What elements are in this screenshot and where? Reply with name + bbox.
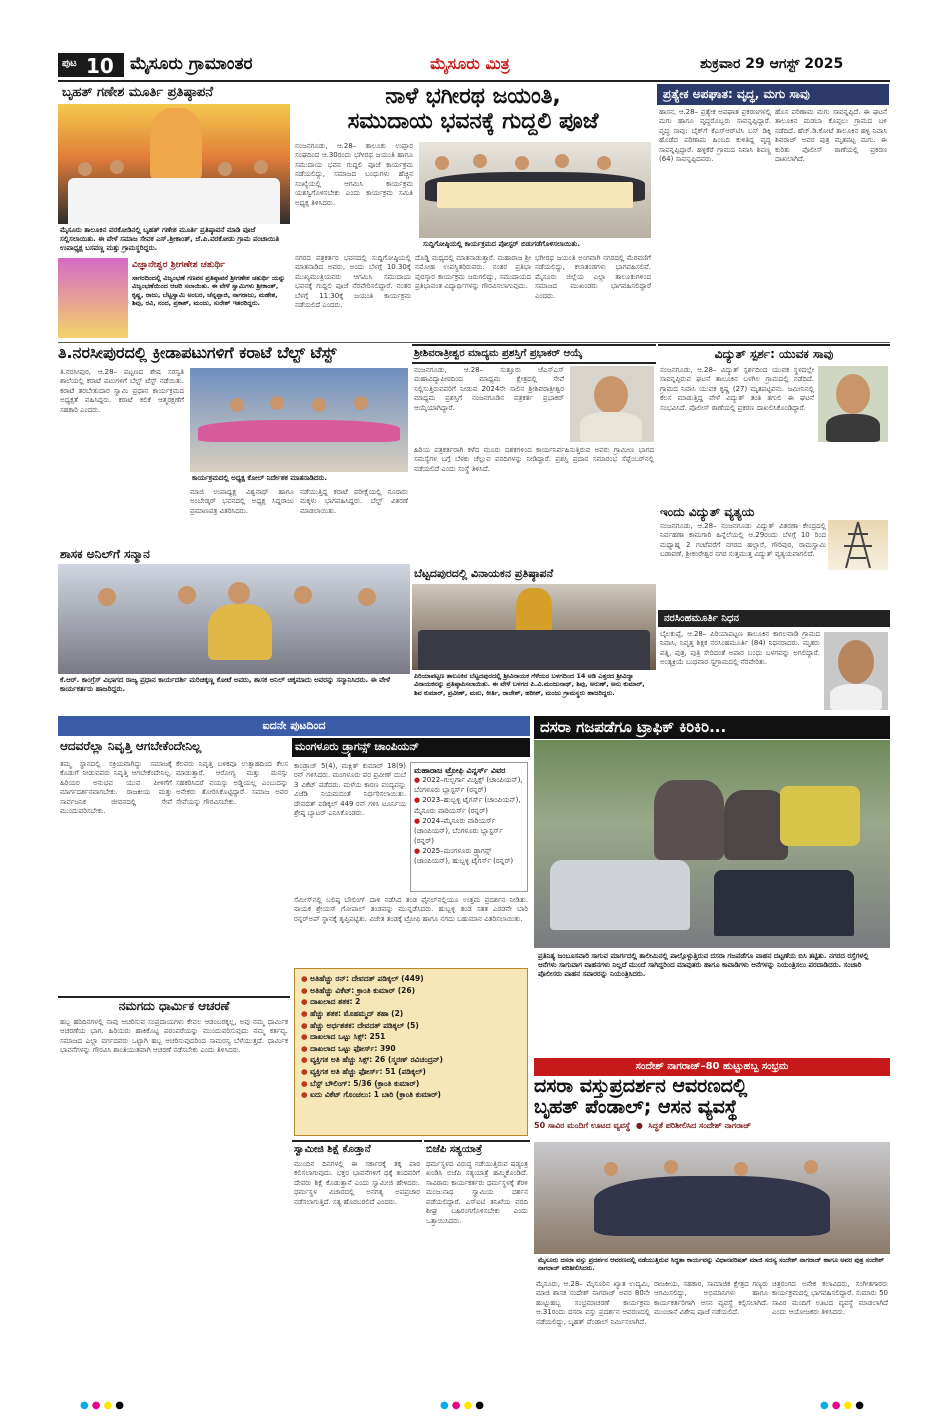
stat-item: ● ವ್ಯಕ್ತಿಗತ ಅತಿ ಹೆಚ್ಚು ಸಿಕ್ಸ್: 26 (ಸ್ಮರಣ್ ರವಿಚಂದ್ರನ್) <box>301 1054 521 1066</box>
winner-item: ● 2024–ಮೈಸೂರು ವಾರಿಯರ್ಸ್ (ಚಾಂಪಿಯನ್), ಬೆಂಗಳೂರು ಬ್ಲಾಸ್ಟರ್ಸ್ (ರನ್ನರ್) <box>414 816 524 846</box>
elephant-traffic-photo <box>534 740 890 948</box>
masthead-rule <box>58 80 890 82</box>
accident-label: ಪ್ರತ್ಯೇಕ ಅಪಘಾತ: ವೃದ್ಧ, ಮಗು ಸಾವು <box>657 84 889 105</box>
karate-story <box>58 344 410 544</box>
stat-item: ● ಐದು ವಿಕೆಟ್ ಗೊಂಚಲು: 1 ಬಾರಿ (ಕ್ರಾಂತಿ ಕುಮಾರ್) <box>301 1089 521 1101</box>
dasara-traffic-story <box>534 716 890 1056</box>
stat-item: ● ಹೆಚ್ಚು ಅರ್ಧಶತಕ: ದೇವದತ್ ಪಡಿಕ್ಕಲ್ (5) <box>301 1020 521 1032</box>
bhagiratha-headline-1: ನಾಳೆ ಭಗೀರಥ ಜಯಂತಿ, <box>385 84 561 109</box>
winner-item: ● 2025–ಮಂಗಳೂರು ಡ್ರ್ಯಾಗನ್ಸ್ (ಚಾಂಪಿಯನ್), ಹುಬ್ಬಳ್ಳಿ ಟೈಗರ್ಸ್ (ರನ್ನರ್) <box>414 846 524 866</box>
electrocution-portrait <box>818 366 888 442</box>
swamiji-text: ಮುಂದಿನ ದಿನಗಳಲ್ಲಿ ಈ ಸರ್ಕಾರಕ್ಕೆ ತಕ್ಕ ಪಾಠ ಕಲಿಸಲಾಗುವುದು. ಭಕ್ತರ ಭಾವನೆಗಳಿಗೆ ಧಕ್ಕೆ ತಂದವರಿಗೆ ದೇವರು ಶಿಕ್ಷೆ ಕೊಡುತ್ತಾನೆ ಎಂದು ಸ್ವಾಮೀಜಿ ಹೇಳಿದರು. ಧರ್ಮಸ್ಥಳ ವಿಚಾರದಲ್ಲಿ ಅನಗತ್ಯ ಅಪಪ್ರಚಾರ ನಡೆಸಲಾಗುತ್ತಿದೆ. ಸತ್ಯ ಹೊರಬರಲಿದೆ ಎಂದರು. <box>294 1160 420 1206</box>
obituary-story <box>658 610 890 714</box>
newspaper-brand: ಮೈಸೂರು ಮಿತ್ರ <box>430 54 510 73</box>
karate-headline: ತಿ.ನರಸೀಪುರದಲ್ಲಿ ಕ್ರೀಡಾಪಟುಗಳಿಗೆ ಕರಾಟೆ ಬೆಲ್ಟ್ ಟೆಸ್ಟ್ <box>58 344 337 362</box>
winners-title: ಮಹಾರಾಜ ಟ್ರೋಫಿ ವಿನ್ನರ್ಸ್ ವಿವರ <box>414 766 506 775</box>
religious-text: ಹಬ್ಬ ಹರಿದಿನಗಳಲ್ಲಿ ನಾವು ಆಚರಿಸುವ ಸಂಪ್ರದಾಯಗಳು ಕೇವಲ ಆಡಂಬರಕ್ಕಲ್ಲ, ಅವು ನಮ್ಮ ಧಾರ್ಮಿಕ ಆಚರಣೆಯ ಭಾಗ. ಹಿರಿಯರು ಹಾಕಿಕೊಟ್ಟ ಪರಂಪರೆಯನ್ನು ಮುಂದುವರಿಸುವುದು ನಮ್ಮ ಕರ್ತವ್ಯ. ಸಮಾಜದ ಎಲ್ಲಾ ವರ್ಗದವರು ಒಟ್ಟಾಗಿ ಹಬ್ಬ ಆಚರಿಸುವುದರಿಂದ ಸಾಮರಸ್ಯ ಬೆಳೆಯುತ್ತದೆ. ಧಾರ್ಮಿಕ ಭಾವನೆಗಳನ್ನು ಗೌರವಿಸಿ ಶಾಂತಿಯುತವಾಗಿ ಆಚರಣೆ ನಡೆಸಬೇಕು ಎಂದು ತಿಳಿಸಿದರು. <box>60 1018 288 1055</box>
bhagiratha-col1: ನಂಜನಗೂಡು, ಆ.28– ತಾಲೂಕು ಉಪ್ಪಾರ ಸಂಘದಿಂದ ಆ.30ರಂದು ಭಗೀರಥ ಜಯಂತಿ ಹಾಗೂ ಸಮುದಾಯ ಭವನ ಗುದ್ದಲಿ ಪೂಜೆ ಕಾರ್ಯಕ್ರಮ ನಡೆಯಲಿದ್ದು, ಸಮಾಜದ ಬಂಧುಗಳು ಹೆಚ್ಚಿನ ಸಂಖ್ಯೆಯಲ್ಲಿ ಆಗಮಿಸಿ ಕಾರ್ಯಕ್ರಮ ಯಶಸ್ವಿಗೊಳಿಸಬೇಕು ಎಂದು ಕಾರ್ಯಕ್ರಮ ಸಮಿತಿ ಅಧ್ಯಕ್ಷ ತಿಳಿಸಿದರು. <box>295 142 413 207</box>
page-number-badge <box>58 53 124 77</box>
sandesh-headline-1: ದಸರಾ ವಸ್ತುಪ್ರದರ್ಶನ ಆವರಣದಲ್ಲಿ <box>534 1074 748 1097</box>
stat-item: ● ವ್ಯಕ್ತಿಗತ ಅತಿ ಹೆಚ್ಚು ಫೋರ್ಸ್: 51 (ಪಡಿಕ್ಕಲ್) <box>301 1066 521 1078</box>
pendal-caption: ಮೈಸೂರು ದಸರಾ ವಸ್ತು ಪ್ರದರ್ಶನ ಆವರಣದಲ್ಲಿ ನಡೆಯುತ್ತಿರುವ ಸಿದ್ಧತಾ ಕಾರ್ಯವನ್ನು ವಿಧಾನಪರಿಷತ್ ಮಾಜಿ ಸದಸ್ಯ ಸಂದೇಶ್ ನಾಗರಾಜ್ ಹಾಗೂ ಅವರ ಪುತ್ರ ಸಂದೇಶ್ ನಾಗರಾಜ್ ಪರಿಶೀಲಿಸಿದರು. <box>538 1256 884 1273</box>
sandesh-kicker: ಸಂದೇಶ್ ನಾಗರಾಜ್–80 ಹುಟ್ಟುಹಬ್ಬ ಸಂಭ್ರಮ <box>534 1058 890 1076</box>
betta-story <box>412 566 656 714</box>
accident-col1: ಹಾಸನ, ಆ.28– ಪ್ರತ್ಯೇಕ ಅಪಘಾತ ಪ್ರಕರಣಗಳಲ್ಲಿ ಮಗು ಹಾಗೂ ವೃದ್ಧರೊಬ್ಬರು ಸಾವನ್ನಪ್ಪಿದ್ದಾರೆ. ವೃದ್ಧ ಸಾವು: ಬೈಕ್‌ಗೆ ಕೆಎಸ್‌ಆರ್‌ಟಿಸಿ ಬಸ್ ಡಿಕ್ಕಿ ಹೊಡೆದ ಪರಿಣಾಮ ಹಿಂಬದಿ ಕುಳಿತಿದ್ದ ವೃದ್ಧ ಸಾವನ್ನಪ್ಪಿದ್ದಾರೆ. ಹಳ್ಳಿಕೆರೆ ಗ್ರಾಮದ ನಿವಾಸಿ ಶಿವಣ್ಣ (64) ಸಾವನ್ನಪ್ಪಿದವರು. <box>659 108 771 164</box>
bhagiratha-photo <box>419 142 651 238</box>
religious-story <box>58 996 290 1380</box>
retirement-col1: ತಮ್ಮ ಸ್ಥಾನದಲ್ಲಿ ಸಕ್ರಿಯವಾಗಿದ್ದು ಸಮಾಜಕ್ಕೆ ಕೊಡುಗೆ ನೀಡುವವರು ನಿವೃತ್ತಿ ಆಗಬೇಕೆಂದೇನಿಲ್ಲ. ಹಿರಿಯರ ಅನುಭವ ಯುವ ಪೀಳಿಗೆಗೆ ಮಾರ್ಗದರ್ಶನವಾಗಬೇಕು. ರಾಜಕೀಯ ಮತ್ತು ಸಾರ್ವಜನಿಕ ಜೀವನದಲ್ಲಿ ಸೇವೆ ಮುಂದುವರಿಸಬೇಕು. <box>60 760 172 816</box>
sandesh-headline-2: ಬೃಹತ್ ಪೆಂಡಾಲ್; ಆಸನ ವ್ಯವಸ್ಥೆ <box>534 1096 738 1119</box>
bhagiratha-col3: ದೊಡ್ಡಿ ಮಧ್ಯದಲ್ಲಿ ಮಾತನಾಡುತ್ತಾರೆ. ಮಹಾರಾಜ ಶ್ರೀ ನಮೋಹ ಉಪಸ್ಥಿತರಿರುವರು. ನಂತರ ಪ್ರತಿಭಾ ಪುರಸ್ಕಾರ ಕಾರ್ಯಕ್ರಮ ಜರುಗಲಿದ್ದು, ಸಮುದಾಯದ ಪ್ರತಿಭಾವಂತ ವಿದ್ಯಾರ್ಥಿಗಳನ್ನು ಗೌರವಿಸಲಾಗುವುದು. <box>415 254 531 291</box>
stats-list <box>301 973 521 1101</box>
karate-photo-caption: ಕಾರ್ಯಕ್ರಮದಲ್ಲಿ ಅಧ್ಯಕ್ಷ ಕೋಲ್ ನಿರ್ದೇಶಕ ಮಾತನಾಡಿದರು. <box>192 474 328 482</box>
retirement-story <box>58 738 290 994</box>
karate-col1: ತಿ.ನರಸೀಪುರ, ಆ.28– ಪಟ್ಟಣದ ಶೇಷ ಸರಸ್ವತಿ ಶಾಲೆಯಲ್ಲಿ ಕರಾಟೆ ಪಟುಗಳಿಗೆ ಬೆಲ್ಟ್ ಟೆಸ್ಟ್ ನಡೆಯಿತು. ಕರಾಟೆ ತರಬೇತುದಾರ ಸ್ವಾಮಿ ಪ್ರಧಾನ ಕಾರ್ಯಕ್ರಮದ ಅಧ್ಯಕ್ಷತೆ ವಹಿಸಿದ್ದರು. ಕರಾಟೆ ಕಲಿಕೆ ಆತ್ಮರಕ್ಷಣೆಗೆ ಸಹಕಾರಿ ಎಂದರು. <box>60 368 184 414</box>
dasara-traffic-headline: ದಸರಾ ಗಜಪಡೆಗೂ ಟ್ರಾಫಿಕ್ ಕಿರಿಕಿರಿ... <box>534 716 890 739</box>
award-story <box>412 344 656 564</box>
sandesh-bullet-1: 50 ಸಾವಿರ ಮಂದಿಗೆ ಊಟದ ವ್ಯವಸ್ಥೆ <box>534 1121 631 1131</box>
registration-marks-left: ●●●● <box>80 1400 127 1411</box>
swamiji-headline: ಸ್ವಾಮೀಜಿ ಶಿಕ್ಷೆ ಕೊಡ್ತಾನೆ <box>292 1140 422 1158</box>
ganesha-headline: ಬೃಹತ್ ಗಣೇಶ ಮೂರ್ತಿ ಪ್ರತಿಷ್ಠಾಪನೆ <box>62 85 213 100</box>
power-cut-text: ನಂಜನಗೂಡು, ಆ.28– ನಂಜನಗೂಡು ವಿದ್ಯುತ್ ವಿತರಣಾ ಕೇಂದ್ರದಲ್ಲಿ ನಿರ್ವಹಣಾ ಕಾಮಗಾರಿ ಹಿನ್ನೆಲೆಯಲ್ಲಿ ಆ.29ರಂದು ಬೆಳಗ್ಗೆ 10 ರಿಂದ ಮಧ್ಯಾಹ್ನ 2 ಗಂಟೆವರೆಗೆ ನಗರದ ಹಲ್ಲಾರೆ, ಗೌರಿಪುರ, ರಾಮಸ್ವಾಮಿ ಬಡಾವಣೆ, ಶ್ರೀಕಂಠೇಶ್ವರ ನಗರ ಸುತ್ತಮುತ್ತ ವಿದ್ಯುತ್ ವ್ಯತ್ಯಯವಾಗಲಿದೆ. <box>660 522 826 559</box>
karate-photo <box>190 368 408 472</box>
award-col1: ನಂಜನಗೂಡು, ಆ.28– ಸುತ್ತೂರು ಜೆಎಸ್‌ಎಸ್ ಮಹಾವಿದ್ಯಾಪೀಠದಿಂದ ಮಾಧ್ಯಮ ಕ್ಷೇತ್ರದಲ್ಲಿ ಸೇವೆ ಸಲ್ಲಿಸುತ್ತಿರುವವರಿಗೆ ನೀಡುವ 2024ನೇ ಸಾಲಿನ ಶ್ರೀಶಿವರಾತ್ರೀಶ್ವರ ಮಾಧ್ಯಮ ಪ್ರಶಸ್ತಿಗೆ ನಂಜನಗೂಡಿನ ಪತ್ರಕರ್ತ ಪ್ರಭಾಕರ್ ಆಯ್ಕೆಯಾಗಿದ್ದಾರೆ. <box>414 366 564 412</box>
vinayaka-story <box>58 258 290 340</box>
bhagiratha-headline-2: ಸಮುದಾಯ ಭವನಕ್ಕೆ ಗುದ್ದಲಿ ಪೂಜೆ <box>347 109 599 135</box>
stat-item: ● ಅತಿಹೆಚ್ಚು ರನ್: ದೇವದತ್ ಪಡಿಕ್ಕಲ್ (449) <box>301 973 521 985</box>
winners-list <box>414 775 524 866</box>
obituary-text: ಬೈಲಕುಪ್ಪೆ, ಆ.28– ಪಿರಿಯಾಪಟ್ಟಣ ತಾಲೂಕಿನ ಕಾಗಲವಾಡಿ ಗ್ರಾಮದ ನಿವಾಸಿ, ನಿವೃತ್ತ ಶಿಕ್ಷಕ ನರಸಿಂಹಮೂರ್ತಿ (84) ನಿಧನರಾದರು. ಮೃತರು ಪತ್ನಿ, ಪುತ್ರ, ಪುತ್ರಿ ಸೇರಿದಂತೆ ಅಪಾರ ಬಂಧು ಬಳಗವನ್ನು ಅಗಲಿದ್ದಾರೆ. ಅಂತ್ಯಕ್ರಿಯೆ ಬುಧವಾರ ಸ್ವಗ್ರಾಮದಲ್ಲಿ ನೆರವೇರಿತು. <box>660 630 820 667</box>
bhagiratha-col4: ಭಗೀರಥ ಜಯಂತಿ ಅಂಗವಾಗಿ ನಗರದಲ್ಲಿ ಮೆರವಣಿಗೆ ನಡೆಯಲಿದ್ದು, ಕಲಾತಂಡಗಳು ಭಾಗವಹಿಸಲಿವೆ. ಮೈಸೂರು ಜಿಲ್ಲೆಯ ಎಲ್ಲಾ ತಾಲೂಕುಗಳಿಂದ ಸಮಾಜದ ಮುಖಂಡರು ಭಾಗವಹಿಸಲಿದ್ದಾರೆ ಎಂದರು. <box>535 254 651 300</box>
retirement-headline: ಆದವರೆಲ್ಲಾ ನಿವೃತ್ತಿ ಆಗಬೇಕೆಂದೇನಿಲ್ಲ <box>60 739 202 753</box>
accident-story <box>657 84 889 340</box>
mla-honour-caption: ಕೆ.ಆರ್. ಕಾಂಗ್ರೆಸ್ ವಿಭಾಗದ ರಾಜ್ಯ ಪ್ರಧಾನ ಕಾರ್ಯದರ್ಶಿ ಮರಿಚಿಕ್ಕಣ್ಣ ಕೋಟೆ ಅವರು, ಶಾಸಕ ಅನಿಲ್ ಚಿಕ್ಕಮಾದು ಅವರನ್ನು ಸನ್ಮಾನಿಸಿದರು. ಈ ವೇಳೆ ಕಾರ್ಯಕರ್ತರು ಹಾಜರಿದ್ದರು. <box>60 676 391 694</box>
sandesh-story: ಸಂದೇಶ್ ನಾಗರಾಜ್–80 ಹುಟ್ಟುಹಬ್ಬ ಸಂಭ್ರಮ ದಸರಾ ವಸ್ತುಪ್ರದರ್ಶನ ಆವರಣದಲ್ಲಿ ಬೃಹತ್ ಪೆಂಡಾಲ್; ಆಸನ ವ್ಯವಸ್ಥೆ 50 ಸಾವಿರ ಮಂದಿಗೆ ಊಟದ ವ್ಯವಸ್ಥೆ ● ಸಿದ್ಧತೆ ಪರಿಶೀಲಿಸಿದ ಸಂದೇಶ್ ನಾಗರಾಜ್ ಮೈಸೂರು ದಸರಾ ವಸ್ತು ಪ್ರದರ್ಶನ ಆವರಣದಲ್ಲಿ ನಡೆಯುತ್ತಿರುವ ಸಿದ್ಧತಾ ಕಾರ್ಯವನ್ನು ವಿಧಾನಪರಿಷತ್ ಮಾಜಿ ಸದಸ್ಯ ಸಂದೇಶ್ ನಾಗರಾಜ್ ಹಾಗೂ ಅವರ ಪುತ್ರ ಸಂದೇಶ್ ನಾಗರಾಜ್ ಪರಿಶೀಲಿಸಿದರು. ಮೈಸೂರು, ಆ.28– ಮೈಸೂರಿನ ಖ್ಯಾತ ಉದ್ಯಮಿ, ಮಾಜಿ ಶಾಸಕ ಸಂದೇಶ್ ನಾಗರಾಜ್ ಅವರ 80ನೇ ಹುಟ್ಟುಹಬ್ಬ ಸಂಭ್ರಮಾಚರಣೆ ಕಾರ್ಯಕ್ರಮ ಆ.31ರಂದು ದಸರಾ ವಸ್ತು ಪ್ರದರ್ಶನ ಆವರಣದಲ್ಲಿ ನಡೆಯಲಿದ್ದು, ಬೃಹತ್ ಪೆಂಡಾಲ್ ನಿರ್ಮಿಸಲಾಗಿದೆ. ರಾಜಕೀಯ, ಸಹಕಾರ, ಸಾಮಾಜಿಕ ಕ್ಷೇತ್ರದ ಗಣ್ಯರು ಆಗಮಿಸಲಿದ್ದು, ಅಭಿಮಾನಿಗಳು ಹಾಗೂ ಕಾರ್ಯಕರ್ತರಿಗಾಗಿ ಆಸನ ವ್ಯವಸ್ಥೆ ಕಲ್ಪಿಸಲಾಗಿದೆ. ಮುಂಜಾನೆ ವಿಶೇಷ ಪೂಜೆ ನಡೆಯಲಿದೆ. ಚಿತ್ರರಂಗದ ಅನೇಕ ಕಲಾವಿದರು, ಸಂಗೀತಗಾರರು ಕಾರ್ಯಕ್ರಮದಲ್ಲಿ ಭಾಗವಹಿಸಲಿದ್ದಾರೆ. ಸುಮಾರು 50 ಸಾವಿರ ಮಂದಿಗೆ ಊಟದ ವ್ಯವಸ್ಥೆ ಮಾಡಲಾಗಿದೆ ಎಂದು ಆಯೋಜಕರು ತಿಳಿಸಿದರು. <box>534 1058 890 1380</box>
winner-item: ● 2023–ಹುಬ್ಬಳ್ಳಿ ಟೈಗರ್ಸ್ (ಚಾಂಪಿಯನ್), ಮೈಸೂರು ವಾರಿಯರ್ಸ್ (ರನ್ನರ್) <box>414 795 524 815</box>
religious-headline: ನಮಗದು ಧಾರ್ಮಿಕ ಆಚರಣೆ <box>58 996 290 1016</box>
karate-col2: ಮಾಜಿ ಉಪಾಧ್ಯಕ್ಷ ವಿಶ್ವನಾಥ್ ಹಾಗೂ ಅಂಬೇಡ್ಕರ್ ಭವನದಲ್ಲಿ ಅಧ್ಯಕ್ಷ ಸಿದ್ದರಾಜು ಪ್ರಮಾಣಪತ್ರ ವಿತರಿಸಿದರು. <box>190 488 294 515</box>
mla-honour-headline: ಶಾಸಕ ಅನಿಲ್‌ಗೆ ಸನ್ಮಾನ <box>60 547 150 561</box>
sandesh-col2: ರಾಜಕೀಯ, ಸಹಕಾರ, ಸಾಮಾಜಿಕ ಕ್ಷೇತ್ರದ ಗಣ್ಯರು ಆಗಮಿಸಲಿದ್ದು, ಅಭಿಮಾನಿಗಳು ಹಾಗೂ ಕಾರ್ಯಕರ್ತರಿಗಾಗಿ ಆಸನ ವ್ಯವಸ್ಥೆ ಕಲ್ಪಿಸಲಾಗಿದೆ. ಮುಂಜಾನೆ ವಿಶೇಷ ಪೂಜೆ ನಡೆಯಲಿದೆ. <box>654 1280 768 1317</box>
sandesh-col1: ಮೈಸೂರು, ಆ.28– ಮೈಸೂರಿನ ಖ್ಯಾತ ಉದ್ಯಮಿ, ಮಾಜಿ ಶಾಸಕ ಸಂದೇಶ್ ನಾಗರಾಜ್ ಅವರ 80ನೇ ಹುಟ್ಟುಹಬ್ಬ ಸಂಭ್ರಮಾಚರಣೆ ಕಾರ್ಯಕ್ರಮ ಆ.31ರಂದು ದಸರಾ ವಸ್ತು ಪ್ರದರ್ಶನ ಆವರಣದಲ್ಲಿ ನಡೆಯಲಿದ್ದು, ಬೃಹತ್ ಪೆಂಡಾಲ್ ನಿರ್ಮಿಸಲಾಗಿದೆ. <box>536 1280 650 1326</box>
bhagiratha-col2: ನಗರದ ಪತ್ರಕರ್ತರ ಭವನದಲ್ಲಿ ಸುದ್ದಿಗೋಷ್ಠಿಯಲ್ಲಿ ಮಾತನಾಡಿದ ಅವರು, ಅಂದು ಬೆಳಗ್ಗೆ 10.30ಕ್ಕೆ ಮುಖ್ಯಮಂತ್ರಿಯವರು ಆಗಮಿಸಿ ಸಮುದಾಯ ಭವನಕ್ಕೆ ಗುದ್ದಲಿ ಪೂಜೆ ನೆರವೇರಿಸಲಿದ್ದಾರೆ. ನಂತರ ಬೆಳಗ್ಗೆ 11.30ಕ್ಕೆ ಜಯಂತಿ ಕಾರ್ಯಕ್ರಮ ನಡೆಯಲಿದೆ ಎಂದರು. <box>295 254 411 310</box>
registration-marks-center: ●●●● <box>440 1400 487 1411</box>
electrocution-story <box>658 344 890 502</box>
pylon-image <box>828 520 888 570</box>
power-cut-headline: ಇಂದು ವಿದ್ಯುತ್ ವ್ಯತ್ಯಯ <box>660 505 755 519</box>
stat-item: ● ಅತಿಹೆಚ್ಚು ವಿಕೆಟ್: ಕ್ರಾಂತಿ ಕುಮಾರ್ (26) <box>301 985 521 997</box>
page-number: 10 <box>86 54 114 78</box>
dasara-traffic-caption: ಪ್ರತಿನಿತ್ಯ ಜಂಬೂಸವಾರಿ ಸಾಗುವ ಮಾರ್ಗದಲ್ಲಿ ತಾಲೀಮಿನಲ್ಲಿ ಪಾಲ್ಗೊಳ್ಳುತ್ತಿರುವ ದಸರಾ ಗಜಪಡೆಗೂ ವಾಹನ ದಟ್ಟಣೆಯ ಬಿಸಿ ತಟ್ಟಿತು. ನಗರದ ರಸ್ತೆಗಳಲ್ಲಿ ಆನೆಗಳು ಸಾಗುವಾಗ ವಾಹನಗಳು ನಿಲ್ಲದೆ ಮುಂದೆ ಸಾಗಿದ್ದರಿಂದ ಮಾವುತರು ಹಾಗೂ ಕಾವಾಡಿಗಳು ಆನೆಗಳನ್ನು ನಿಯಂತ್ರಿಸಲು ಪರದಾಡಿದರು. ಸಂಚಾರಿ ಪೊಲೀಸರು ವಾಹನ ಸವಾರರನ್ನು ನಿಯಂತ್ರಿಸಿದರು. <box>538 952 869 979</box>
award-col2: ಹಿರಿಯ ಪತ್ರಕರ್ತರಾಗಿ ಕಳೆದ ಮೂರು ದಶಕಗಳಿಂದ ಕಾರ್ಯನಿರ್ವಹಿಸುತ್ತಿರುವ ಅವರು ಗ್ರಾಮೀಣ ಭಾಗದ ಸಮಸ್ಯೆಗಳ ಬಗ್ಗೆ ಬೆಳಕು ಚೆಲ್ಲುವ ವರದಿಗಳನ್ನು ನೀಡಿದ್ದಾರೆ. ಪ್ರಶಸ್ತಿ ಪ್ರದಾನ ಸಮಾರಂಭ ಸೆಪ್ಟೆಂಬರ್‌ನಲ್ಲಿ ನಡೆಯಲಿದೆ ಎಂದು ಸಂಸ್ಥೆ ತಿಳಿಸಿದೆ. <box>414 446 654 473</box>
power-cut-story <box>658 504 890 608</box>
continued-strip: ಐದನೇ ಪುಟದಿಂದ <box>58 716 530 736</box>
stat-item: ● ದಾಖಲಾದ ಒಟ್ಟು ಫೋರ್ಸ್: 390 <box>301 1043 521 1055</box>
award-headline: ಶ್ರೀಶಿವರಾತ್ರೀಶ್ವರ ಮಾದ್ಯಮ ಪ್ರಶಸ್ತಿಗೆ ಪ್ರಭಾಕರ್ ಆಯ್ಕೆ <box>412 344 656 364</box>
mla-honour-story <box>58 546 410 714</box>
bjp-story <box>424 1140 530 1380</box>
swamiji-story <box>292 1140 422 1380</box>
cricket-col2: ಸೆಮೀಸ್‌ನಲ್ಲಿ ಬಲಿಷ್ಠ ಬೌಲಿಂಗ್ ದಾಳಿ ನಡೆಸಿದ ತಂಡ ಫೈನಲ್‌ನಲ್ಲಿಯೂ ಉತ್ತಮ ಪ್ರದರ್ಶನ ನೀಡಿತು. ನಾಯಕ ಶ್ರೇಯಸ್ ಗೋಪಾಲ್ ತಂಡವನ್ನು ಮುನ್ನಡೆಸಿದರು. ಹುಬ್ಬಳ್ಳಿ ತಂಡ ಸತತ ಎರಡನೇ ಬಾರಿ ರನ್ನರ್‌ಅಪ್ ಸ್ಥಾನಕ್ಕೆ ತೃಪ್ತಿಪಟ್ಟಿತು. ವಿಜೇತ ತಂಡಕ್ಕೆ ಟ್ರೋಫಿ ಹಾಗೂ ನಗದು ಬಹುಮಾನ ವಿತರಿಸಲಾಯಿತು. <box>294 896 528 923</box>
vinayaka-headline: ವಿಜ್ಞಾನೇಶ್ವರ ಶ್ರೀಗಣೇಶ ಚತುರ್ಥಿ <box>132 260 225 270</box>
vinayaka-text: ಸಾಗರದಿಂದಲ್ಲಿ ವಿಜೃಂಭಣೆ ಗಣಪನ ಪ್ರತಿಷ್ಠಾಪನೆ ಶ್ರೀಗಣೇಶ ಚತುರ್ಥಿ ಯನ್ನು ವಿಜೃಂಭಣೆಯಿಂದ ಆಚರಿ ಸಲಾಯಿತು. ಈ ವೇಳೆ ಸ್ವಾಮಿಗಳು ಶ್ರೀಕಾಂತ್, ಕೃಷ್ಣ, ರಾಜು, ಬೆಟ್ಟಸ್ವಾಮಿ ಅಂಬರ, ಚೆನ್ನಪ್ಪಾಜಿ, ನಾಗರಾಜು, ಮಹೇಶ, ಶಿವು, ರವಿ, ನಂದ, ಪ್ರಕಾಶ್, ಮಂಜು, ಸುರೇಶ್ ಇತರರಿದ್ದರು. <box>132 274 286 308</box>
obituary-portrait <box>824 632 888 710</box>
stat-item: ● ಬೆಸ್ಟ್ ಬೌಲಿಂಗ್: 5/36 (ಕ್ರಾಂತಿ ಕುಮಾರ್) <box>301 1078 521 1090</box>
sandesh-col3: ಚಿತ್ರರಂಗದ ಅನೇಕ ಕಲಾವಿದರು, ಸಂಗೀತಗಾರರು ಕಾರ್ಯಕ್ರಮದಲ್ಲಿ ಭಾಗವಹಿಸಲಿದ್ದಾರೆ. ಸುಮಾರು 50 ಸಾವಿರ ಮಂದಿಗೆ ಊಟದ ವ್ಯವಸ್ಥೆ ಮಾಡಲಾಗಿದೆ ಎಂದು ಆಯೋಜಕರು ತಿಳಿಸಿದರು. <box>772 1280 888 1317</box>
retirement-col2: ಕೆಲವರು ನಿವೃತ್ತಿ ಬಳಿಕವೂ ಉತ್ಸಾಹದಿಂದ ಕೆಲಸ ಮಾಡುತ್ತಾರೆ. ಆರೋಗ್ಯ ಮತ್ತು ಮನಸ್ಸು ಸಹಕರಿಸಿದರೆ ವಯಸ್ಸು ಅಡ್ಡಿಯಲ್ಲ ಎಂಬುದನ್ನು ಅನೇಕರು ತೋರಿಸಿಕೊಟ್ಟಿದ್ದಾರೆ. ಸಮಾಜ ಅವರ ಸೇವೆಯನ್ನು ಗೌರವಿಸಬೇಕು. <box>176 760 288 806</box>
stat-item: ● ದಾಖಲಾದ ಒಟ್ಟು ಸಿಕ್ಸ್: 251 <box>301 1031 521 1043</box>
ganesha-photo <box>58 104 290 224</box>
betta-photo <box>412 584 656 670</box>
electrocution-headline: ವಿದ್ಯುತ್ ಸ್ಪರ್ಶ: ಯುವಕ ಸಾವು <box>658 344 890 364</box>
stat-item: ● ದಾಖಲಾದ ಶತಕ: 2 <box>301 996 521 1008</box>
ganesha-story <box>58 84 290 256</box>
tournament-stats <box>294 968 528 1136</box>
pendal-photo <box>534 1142 890 1254</box>
stat-item: ● ಹೆಚ್ಚು ಶತಕ: ಮೊಹಮ್ಮದ್ ತಹಾ (2) <box>301 1008 521 1020</box>
betta-caption: ಪಿರಿಯಾಪಟ್ಟಣ ತಾಲೂಕಿನ ಬೆಟ್ಟದಪುರದಲ್ಲಿ ಶ್ರೀವಿನಾಯಕ ಗೆಳೆಯರ ಬಳಗದಿಂದ 14 ಅಡಿ ಎತ್ತರದ ಶ್ರೀವಿದ್ಯಾ ವಿನಾಯಕನನ್ನು ಪ್ರತಿಷ್ಠಾಪಿಸಲಾಯಿತು. ಈ ವೇಳೆ ಬಳಗದ ಪಿ.ವಿ.ಮಂಜುನಾಥ್, ಶಿವು, ಅರುಣ್, ಅನು ಕುಮಾರ್, ಶಿವ ಕುಮಾರ್, ಪ್ರವೀಣ್, ಮನು, ಕೀರ್ತಿ, ರಾಜೇಶ್, ಹರೀಶ್, ಮಂಜು ಗ್ರಾಮಸ್ಥರು ಹಾಜರಿದ್ದರು. <box>414 672 645 697</box>
winners-box <box>410 762 528 892</box>
karate-col3: ನಡೆಯುತ್ತಿದ್ದ ಕರಾಟೆ ಪರೀಕ್ಷೆಯಲ್ಲಿ ನೂರಾರು ಮಕ್ಕಳು ಭಾಗವಹಿಸಿದ್ದರು. ಬೆಲ್ಟ್ ವಿತರಣೆ ಮಾಡಲಾಯಿತು. <box>300 488 408 515</box>
page-label: ಪುಟ <box>62 58 77 69</box>
award-portrait <box>570 366 654 442</box>
winner-item: ● 2022–ಗುಲ್ಬರ್ಗಾ ಮಿಸ್ಟಿಕ್ಸ್ (ಚಾಂಪಿಯನ್), ಬೆಂಗಳೂರು ಬ್ಲಾಸ್ಟರ್ಸ್ (ರನ್ನರ್) <box>414 775 524 795</box>
bjp-headline: ಬಿಜೆಪಿ ಸತ್ಯಯಾತ್ರೆ <box>424 1140 530 1158</box>
section-title: ಮೈಸೂರು ಗ್ರಾಮಾಂತರ <box>130 54 253 74</box>
cricket-headline: ಮಂಗಳೂರು ಡ್ರ್ಯಾಗನ್ಸ್ ಚಾಂಪಿಯನ್ <box>292 738 530 757</box>
obituary-label: ನರಸಿಂಹಮೂರ್ತಿ ನಿಧನ <box>658 610 890 627</box>
bhagiratha-photo-caption: ಸುದ್ದಿಗೋಷ್ಠಿಯಲ್ಲಿ ಕಾರ್ಯಕ್ರಮದ ಪೋಸ್ಟರ್ ಬಿಡುಗಡೆಗೊಳಿಸಲಾಯಿತು. <box>423 240 581 248</box>
cricket-col1: ಕಾಂಡ್ರಾಜ್ 5(4), ಮಕ್ಷಿತ್ ಕುಮಾರ್ 18(9) ರನ್ ಗಳಿಸಿದರು. ಮಂಗಳೂರು ಪರ ಪ್ರವೀಣ್ ದುಬೆ 3 ವಿಕೆಟ್ ಪಡೆದರು. ಮಳೆಯ ಕಾರಣ ಪಂದ್ಯವನ್ನು ವಿಜೆಡಿ ನಿಯಮದಂತೆ ನಿರ್ಧರಿಸಲಾಯಿತು. ದೇವದತ್ ಪಡಿಕ್ಕಲ್ 449 ರನ್ ಗಳಿಸಿ ಟೂರ್ನಿಯ ಶ್ರೇಷ್ಠ ಬ್ಯಾಟರ್ ಎನಿಸಿಕೊಂಡರು. <box>294 762 406 818</box>
accident-col2: ಹೊಸ ಪರಿಣಾಮ ಮಗು ಸಾವನ್ನಪ್ಪಿದೆ. ಈ ಘಟನೆ ತಾಲೂಕಿನ ಮಡಬಾ ಕೊಪ್ಪಲು ಗ್ರಾಮದ ಬಳಿ ನಡೆದಿದೆ. ಹೆಚ್.ಡಿ.ಕೋಟೆ ತಾಲೂಕಿನ ಹಳ್ಳಿ ನಿವಾಸಿ ಶಿವರಾಜ್ ಅವರ ಪುತ್ರ ಮೃತಪಟ್ಟ ಮಗು. ಈ ಕುರಿತು ಪೊಲೀಸ್ ಠಾಣೆಯಲ್ಲಿ ಪ್ರಕರಣ ದಾಖಲಾಗಿದೆ. <box>775 108 887 164</box>
electrocution-text: ನಂಜನಗೂಡು, ಆ.28– ವಿದ್ಯುತ್ ಸ್ಪರ್ಶದಿಂದ ಯುವಕ ಸ್ಥಳದಲ್ಲೇ ಸಾವನ್ನಪ್ಪಿರುವ ಘಟನೆ ತಾಲೂಕಿನ ಬಳಗಿಲ ಗ್ರಾಮದಲ್ಲಿ ನಡೆದಿದೆ. ಗ್ರಾಮದ ನಿವಾಸಿ ಯುವಕ ಕೃಷ್ಣ (27) ಮೃತಪಟ್ಟವನು. ಜಮೀನಿನಲ್ಲಿ ಕೆಲಸ ಮಾಡುತ್ತಿದ್ದ ವೇಳೆ ವಿದ್ಯುತ್ ತಂತಿ ತಗುಲಿ ಈ ಘಟನೆ ಸಂಭವಿಸಿದೆ. ಪೊಲೀಸ್ ಠಾಣೆಯಲ್ಲಿ ಪ್ರಕರಣ ದಾಖಲಿಸಿಕೊಂಡಿದ್ದಾರೆ. <box>660 366 814 412</box>
vinayaka-photo <box>58 258 128 338</box>
registration-marks-right: ●●●● <box>820 1400 867 1411</box>
dateline: ಶುಕ್ರವಾರ 29 ಆಗಸ್ಟ್ 2025 <box>700 56 844 72</box>
bjp-text: ಧರ್ಮಸ್ಥಳದ ವಿರುದ್ಧ ನಡೆಯುತ್ತಿರುವ ಷಡ್ಯಂತ್ರ ಖಂಡಿಸಿ ಬಿಜೆಪಿ ಸತ್ಯಯಾತ್ರೆ ಹಮ್ಮಿಕೊಂಡಿದೆ. ಸಾವಿರಾರು ಕಾರ್ಯಕರ್ತರು ಧರ್ಮಸ್ಥಳಕ್ಕೆ ತೆರಳಿ ಮಂಜುನಾಥ ಸ್ವಾಮಿಯ ದರ್ಶನ ಪಡೆಯಲಿದ್ದಾರೆ. ಎಸ್‌ಐಟಿ ತನಿಖೆಯ ವರದಿ ಶೀಘ್ರ ಬಹಿರಂಗಗೊಳಿಸಬೇಕು ಎಂದು ಒತ್ತಾಯಿಸಿದರು. <box>426 1160 528 1225</box>
sandesh-bullet-2: ಸಿದ್ಧತೆ ಪರಿಶೀಲಿಸಿದ ಸಂದೇಶ್ ನಾಗರಾಜ್ <box>648 1121 752 1131</box>
bhagiratha-story <box>293 84 653 340</box>
betta-headline: ಬೆಟ್ಟದಪುರದಲ್ಲಿ ವಿನಾಯಕನ ಪ್ರತಿಷ್ಠಾಪನೆ <box>414 567 554 580</box>
cricket-story <box>292 738 530 1138</box>
ganesha-caption: ಮೈಸೂರು ತಾಲೂಕಿನ ವರಕೋಡಿನಲ್ಲಿ ಬೃಹತ್ ಗಣೇಶ ಮೂರ್ತಿ ಪ್ರತಿಷ್ಠಾಪನೆ ಮಾಡಿ ಪೂಜೆ ಸಲ್ಲಿಸಲಾಯಿತು. ಈ ವೇಳೆ ಸಮಾಜ ಸೇವಕ ಎಸ್.ಶ್ರೀಕಾಂತ್, ಜೆ.ಪಿ.ವರಕೋಡು ಗ್ರಾಮ ಪಂಚಾಯಿತಿ ಉಪಾಧ್ಯಕ್ಷ ಬಸವಣ್ಣ ಮತ್ತು ಗ್ರಾಮಸ್ಥರಿದ್ದರು. <box>60 226 280 253</box>
mla-honour-photo <box>58 564 410 674</box>
